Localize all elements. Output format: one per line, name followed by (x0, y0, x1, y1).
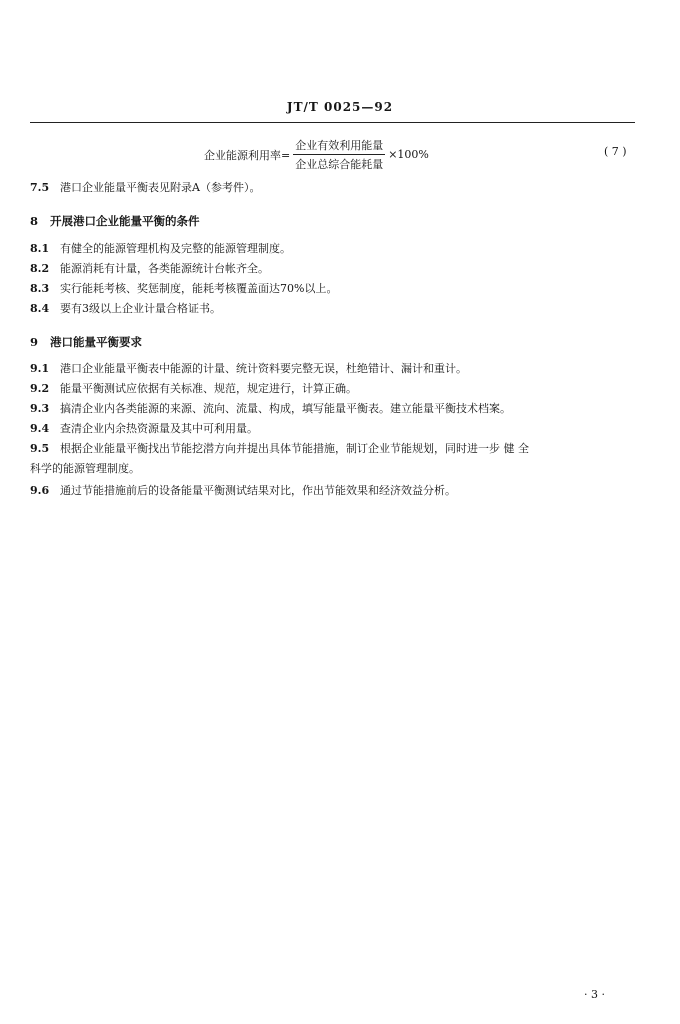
section-title: 开展港口企业能量平衡的条件 (50, 214, 200, 228)
section-9-heading (30, 334, 142, 350)
clause-number: 8.2 (30, 262, 50, 275)
section-8-heading (30, 213, 200, 229)
clause-number: 9.2 (30, 382, 50, 395)
page-number: · 3 · (584, 988, 605, 1001)
clause-text: 通过节能措施前后的设备能量平衡测试结果对比，作出节能效果和经济效益分析。 (60, 484, 456, 497)
clause-text: 要有3级以上企业计量合格证书。 (60, 302, 221, 315)
clause-8-4 (30, 300, 221, 316)
clause-number: 9.4 (30, 422, 50, 435)
clause-text: 搞清企业内各类能源的来源、流向、流量、构成，填写能量平衡表。建立能量平衡技术档案。 (60, 402, 511, 415)
clause-8-1 (30, 240, 291, 256)
clause-number: 8.3 (30, 282, 50, 295)
clause-text: 能源消耗有计量，各类能源统计台帐齐全。 (60, 262, 269, 275)
clause-9-5 (30, 440, 529, 456)
formula-numerator: 企业有效利用能量 (293, 137, 385, 155)
clause-9-4 (30, 420, 258, 436)
clause-number: 9.6 (30, 484, 50, 497)
energy-utilization-formula (204, 137, 429, 172)
clause-9-2 (30, 380, 357, 396)
clause-text: 有健全的能源管理机构及完整的能源管理制度。 (60, 242, 291, 255)
clause-9-3 (30, 400, 511, 416)
clause-text: 查清企业内余热资源量及其中可利用量。 (60, 422, 258, 435)
clause-8-2 (30, 260, 269, 276)
section-number: 8 (30, 214, 39, 228)
clause-number: 8.4 (30, 302, 50, 315)
clause-7-5 (30, 179, 260, 195)
formula-lhs: 企业能源利用率= (204, 148, 291, 162)
formula-fraction (293, 137, 385, 172)
equation-number: ( 7 ) (604, 145, 627, 158)
clause-text: 港口企业能量平衡表中能源的计量、统计资料要完整无误，杜绝错计、漏计和重计。 (60, 362, 467, 375)
clause-number: 8.1 (30, 242, 50, 255)
clause-9-6 (30, 482, 456, 498)
clause-8-3 (30, 280, 337, 296)
clause-number: 9.3 (30, 402, 50, 415)
section-title: 港口能量平衡要求 (50, 335, 142, 349)
clause-number: 9.1 (30, 362, 50, 375)
clause-text: 根据企业能量平衡找出节能挖潜方向并提出具体节能措施，制订企业节能规划，同时进一步 健 全 (60, 442, 529, 455)
standard-code-header: JT/T 0025—92 (286, 100, 394, 114)
clause-number: 7.5 (30, 181, 50, 194)
clause-text: 实行能耗考核、奖惩制度，能耗考核覆盖面达70%以上。 (60, 282, 338, 295)
clause-text: 港口企业能量平衡表见附录A（参考件）。 (60, 181, 261, 194)
clause-number: 9.5 (30, 442, 50, 455)
clause-9-1 (30, 360, 467, 376)
clause-9-5-continuation (30, 460, 140, 476)
formula-suffix: ×100% (388, 148, 429, 161)
section-number: 9 (30, 335, 39, 349)
clause-text: 科学的能源管理制度。 (30, 462, 140, 475)
header-rule (30, 122, 635, 123)
clause-text: 能量平衡测试应依据有关标准、规范，规定进行，计算正确。 (60, 382, 357, 395)
formula-denominator: 企业总综合能耗量 (295, 158, 384, 171)
